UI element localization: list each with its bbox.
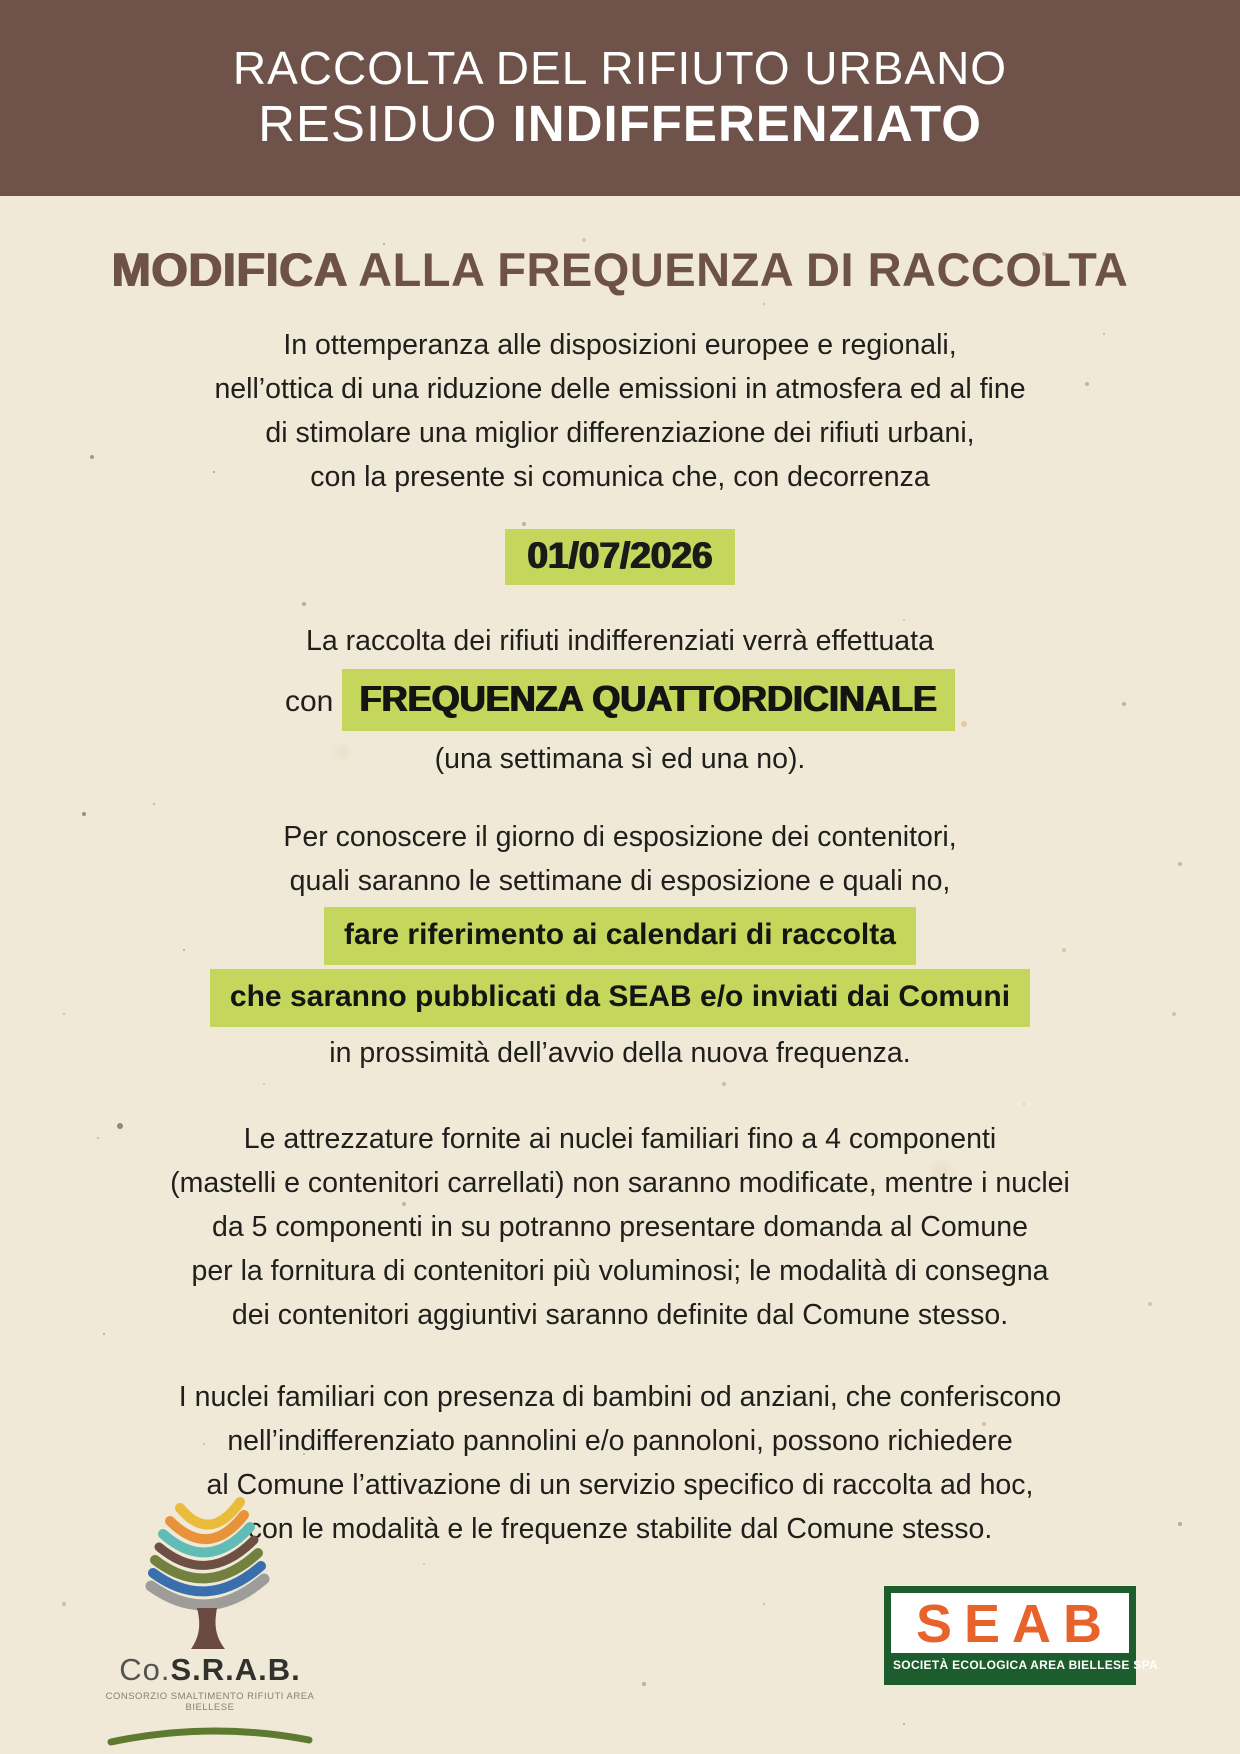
cosrab-name [92, 1652, 328, 1688]
frequency-paragraph [0, 619, 1240, 781]
intro-line: nell’ottica di una riduzione delle emissioni in atmosfera ed al fine [214, 373, 1026, 405]
calendar-line3: in prossimità dell’avvio della nuova frequenza. [329, 1037, 911, 1069]
calendar-line2: quali saranno le settimane di esposizione e quali no, [289, 865, 951, 897]
calendar-highlight1: fare riferimento ai calendari di raccolta [324, 907, 916, 965]
calendar-paragraph [0, 815, 1240, 1075]
cosrab-tree-icon [130, 1492, 290, 1650]
families-line: al Comune l’attivazione di un servizio specifico di raccolta ad hoc, [206, 1469, 1034, 1501]
frequency-line2-prefix: con [284, 685, 342, 718]
seab-logo [884, 1586, 1158, 1685]
effective-date-badge [0, 529, 1240, 585]
calendar-highlight1-row [0, 907, 1240, 965]
page-title-lead: MODIFICA [111, 243, 347, 296]
equipment-paragraph [0, 1117, 1240, 1337]
notice-body [0, 196, 1240, 1551]
families-line: con le modalità e le frequenze stabilite dal Comune stesso. [247, 1513, 993, 1545]
cosrab-logo [92, 1492, 328, 1747]
header-band [0, 0, 1240, 196]
families-line: I nuclei familiari con presenza di bambini od anziani, che conferiscono [178, 1381, 1062, 1413]
header-line1: RACCOLTA DEL RIFIUTO URBANO [232, 42, 1008, 95]
seab-subtitle: SOCIETÀ ECOLOGICA AREA BIELLESE SPA [891, 1653, 1129, 1678]
calendar-highlight2: che saranno pubblicati da SEAB e/o inviati dai Comuni [210, 969, 1030, 1027]
calendar-highlight2-row [0, 969, 1240, 1027]
cosrab-name-bold: S.R.A.B. [170, 1652, 301, 1687]
frequency-line2 [0, 669, 1240, 731]
intro-paragraph [0, 323, 1240, 499]
header-line2 [258, 95, 982, 153]
frequency-line3: (una settimana sì ed una no). [434, 743, 806, 775]
frequency-highlight: FREQUENZA QUATTORDICINALE [342, 669, 955, 731]
families-line: nell’indifferenziato pannolini e/o pannoloni, possono richiedere [227, 1425, 1013, 1457]
equipment-line: per la fornitura di contenitori più voluminosi; le modalità di consegna [191, 1255, 1049, 1287]
page-title [0, 243, 1240, 296]
header-line2-bold: INDIFFERENZIATO [512, 95, 982, 153]
intro-line: con la presente si comunica che, con decorrenza [310, 461, 930, 493]
page-title-rest: ALLA FREQUENZA DI RACCOLTA [346, 243, 1129, 296]
cosrab-name-prefix: Co. [119, 1652, 171, 1687]
cosrab-ground-arc-icon [103, 1719, 317, 1747]
header-line2-regular: RESIDUO [258, 95, 513, 153]
intro-line: In ottemperanza alle disposizioni europee e regionali, [283, 329, 957, 361]
equipment-line: dei contenitori aggiuntivi saranno definite dal Comune stesso. [231, 1299, 1009, 1331]
equipment-line: Le attrezzature fornite ai nuclei familiari fino a 4 componenti [243, 1123, 997, 1155]
equipment-line: da 5 componenti in su potranno presentare domanda al Comune [212, 1211, 1028, 1243]
intro-line: di stimolare una miglior differenziazione dei rifiuti urbani, [265, 417, 975, 449]
seab-wordmark: SEAB [915, 1594, 1115, 1653]
cosrab-subtitle: CONSORZIO SMALTIMENTO RIFIUTI AREA BIELLESE [105, 1691, 315, 1713]
equipment-line: (mastelli e contenitori carrellati) non saranno modificate, mentre i nuclei [170, 1167, 1070, 1199]
calendar-line1: Per conoscere il giorno di esposizione dei contenitori, [283, 821, 957, 853]
effective-date: 01/07/2026 [505, 529, 734, 585]
frequency-line1: La raccolta dei rifiuti indifferenziati verrà effettuata [306, 625, 934, 657]
